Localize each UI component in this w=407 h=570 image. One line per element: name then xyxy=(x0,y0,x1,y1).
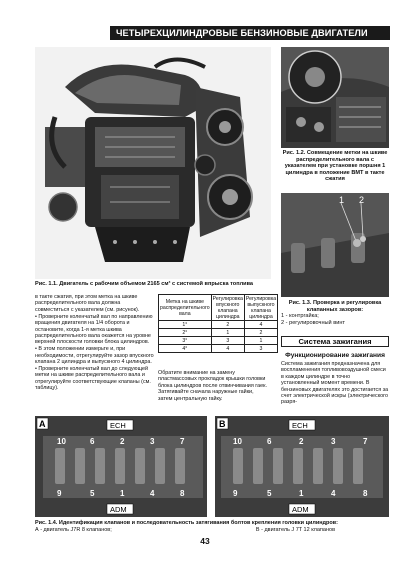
table-cell: 4 xyxy=(211,345,244,353)
panel-b-ech: ECH xyxy=(292,421,308,430)
fig12-caption: Рис. 1.2. Совмещение метки на шкиве распределительного вала с указателем при установке поршня 1 цилиндра в положение ВМТ в такте сжатия xyxy=(282,150,388,183)
bolt-number: 9 xyxy=(57,489,62,498)
table-cell: 1 xyxy=(244,337,277,345)
fig13-label-1: 1 xyxy=(339,195,345,205)
table-cell: 3° xyxy=(159,337,212,345)
table-cell: 2 xyxy=(211,321,244,329)
left-paragraph: • Проверните коленчатый вал до следующей метки на шкиве распределительного вала и отрегулируйте соответствующие клапаны (см. таблицу). xyxy=(35,365,151,392)
bolt-number: 3 xyxy=(150,437,155,446)
fig14-caption xyxy=(35,520,395,533)
bolt-number: 10 xyxy=(233,437,242,446)
middle-text: Обратите внимание на замену пластмассовых прокладок крышки головки блока цилиндров после отвинчивания гаек. Затягивайте сначала наружные гайки, затем центральную гайку. xyxy=(158,370,267,402)
cylinder-head-drawing-a xyxy=(35,416,207,517)
timing-mark-drawing xyxy=(281,47,389,148)
bolt-number: 6 xyxy=(90,437,95,446)
fig13-caption xyxy=(281,300,389,326)
subsection-title: Функционирование зажигания xyxy=(285,352,385,359)
fig13-item-1: 1 - контргайка; xyxy=(281,313,319,320)
valve-adjust-table xyxy=(158,294,278,353)
panel-a-adm: ADM xyxy=(110,505,127,514)
left-paragraph: • В этом положении измерьте и, при необходимости, отрегулируйте зазор впускного клапана 2 цилиндра и выпускного 4 цилиндра. xyxy=(35,346,154,366)
fig13-item-2: 2 - регулировочный винт xyxy=(281,319,345,326)
bolt-number: 3 xyxy=(331,437,336,446)
cylinder-head-drawing-b xyxy=(215,416,389,517)
table-cell: 3 xyxy=(244,345,277,353)
page-header: ЧЕТЫРЕХЦИЛИНДРОВЫЕ БЕНЗИНОВЫЕ ДВИГАТЕЛИ xyxy=(110,26,390,40)
bolt-number: 5 xyxy=(267,489,272,498)
table-cell: 2° xyxy=(159,329,212,337)
panel-b-letter: B xyxy=(219,419,226,429)
cylinder-head-photo-b xyxy=(215,416,389,517)
bolt-number: 9 xyxy=(233,489,238,498)
section-title: Система зажигания xyxy=(281,336,389,347)
table-row xyxy=(159,321,278,329)
cylinder-head-photo-a xyxy=(35,416,207,517)
table-cell: 4 xyxy=(244,321,277,329)
timing-mark-photo xyxy=(281,47,389,148)
engine-illustration xyxy=(35,47,271,279)
panel-a-ech: ECH xyxy=(110,421,126,430)
left-paragraph: • Проверните коленчатый вал по направлению вращения двигателя на 1/4 оборота и остановите, когда 1-я метка шкива распределительного вала окажется на уровне верхней плоскости головки блока цилиндров. xyxy=(35,313,153,346)
bolt-number: 7 xyxy=(363,437,368,446)
bolt-number: 7 xyxy=(180,437,185,446)
table-row xyxy=(159,337,278,345)
bolt-number: 6 xyxy=(267,437,272,446)
fig14-caption-title: Рис. 1.4. Идентификация клапанов и последовательность затягивания болтов крепления головки цилиндров: xyxy=(35,520,338,526)
fig13-label-2: 2 xyxy=(359,195,365,205)
table-row xyxy=(159,345,278,353)
valve-clearance-drawing xyxy=(281,193,389,297)
engine-drawing xyxy=(35,47,271,279)
bolt-number: 10 xyxy=(57,437,66,446)
bolt-number: 2 xyxy=(120,437,125,446)
left-paragraph: в такте сжатия, при этом метка на шкиве распределительного вала должна совместиться с указателем (см. рисунок). xyxy=(35,294,140,313)
table-header: Регулировка впускного клапана цилиндра xyxy=(212,295,243,320)
bolt-number: 4 xyxy=(331,489,336,498)
fig13-title: Рис. 1.3. Проверка и регулировка клапанных зазоров: xyxy=(288,300,382,313)
table-cell: 1° xyxy=(159,321,212,329)
bolt-number: 4 xyxy=(150,489,155,498)
fig14-desc-a: А - двигатель J7R 8 клапанов; xyxy=(35,526,112,533)
right-text: Система зажигания предназначена для воспламенения топливовоздушной смеси в каждом цилиндре в точно установленный момент времени. В бензиновых двигателях это достигается за счет электрической искры (электрического разря- xyxy=(281,361,389,406)
left-text-column xyxy=(35,294,155,392)
table-header: Регулировка выпускного клапана цилиндра xyxy=(245,295,277,320)
bolt-number: 2 xyxy=(299,437,304,446)
bolt-number: 8 xyxy=(363,489,368,498)
valve-clearance-photo xyxy=(281,193,389,297)
fig14-desc-b: В - двигатель J 7T 12 клапанов xyxy=(255,526,335,533)
table-cell: 2 xyxy=(244,329,277,337)
bolt-number: 5 xyxy=(90,489,95,498)
page-number: 43 xyxy=(200,536,210,546)
bolt-number: 1 xyxy=(299,489,304,498)
panel-a-letter: A xyxy=(39,419,46,429)
bolt-number: 8 xyxy=(180,489,185,498)
engine-caption: Рис. 1.1. Двигатель с рабочим объемом 2165 см³ с системой впрыска топлива xyxy=(35,281,254,287)
table-row xyxy=(159,329,278,337)
table-cell: 1 xyxy=(211,329,244,337)
table-cell: 3 xyxy=(211,337,244,345)
bolt-number: 1 xyxy=(120,489,125,498)
table-cell: 4° xyxy=(159,345,212,353)
table-header: Метка на шкиве распределительного вала xyxy=(159,295,212,321)
table-header-row xyxy=(159,295,278,321)
panel-b-adm: ADM xyxy=(292,505,309,514)
